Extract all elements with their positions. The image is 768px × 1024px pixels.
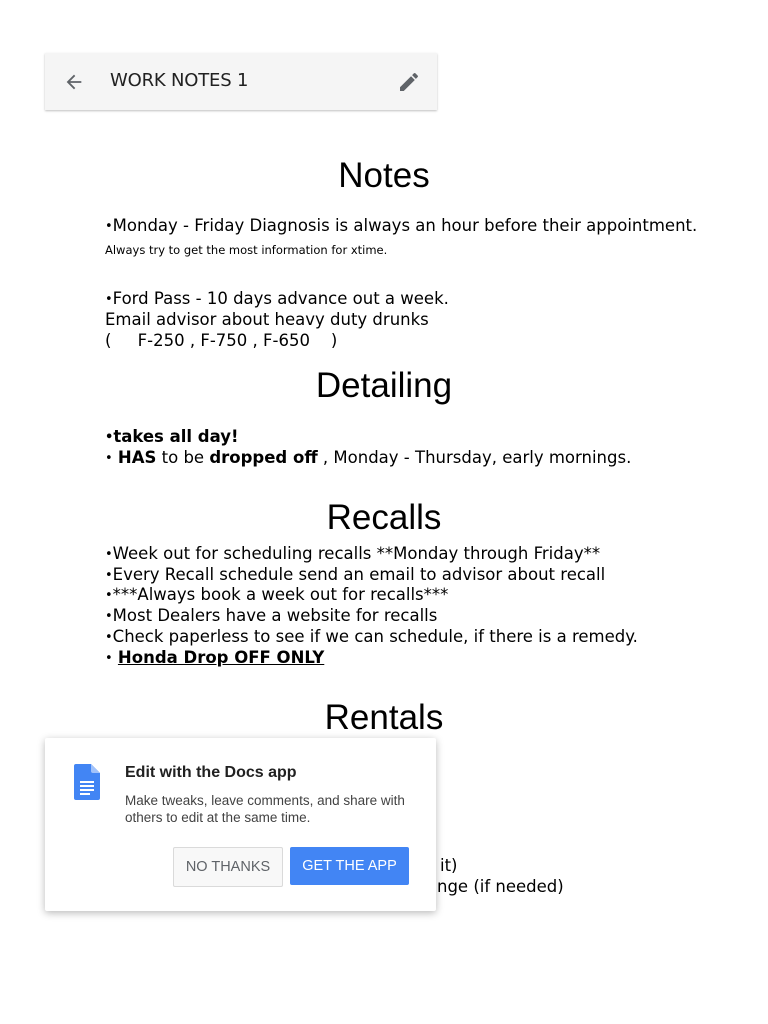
list-item: • Check paperless to see if we can schedule, if there is a remedy. — [105, 627, 638, 649]
list-item: • Every Recall schedule send an email to advisor about recall — [105, 565, 605, 587]
arrow-back-icon[interactable] — [63, 71, 85, 93]
heading-notes: Notes — [338, 156, 430, 195]
notes-line-xtime: Always try to get the most information for xtime. — [105, 243, 388, 257]
notes-line-diagnosis: • Monday - Friday Diagnosis is always an hour before their appointment. — [105, 216, 697, 238]
top-app-bar — [45, 53, 437, 110]
detailing-schedule: , Monday - Thursday, early mornings. — [317, 448, 632, 467]
detailing-to-be: to be — [156, 448, 210, 467]
rentals-partial-line-2: nge (if needed) — [437, 877, 564, 896]
notes-line-email: Email advisor about heavy duty drunks — [105, 310, 429, 329]
heading-detailing: Detailing — [315, 366, 453, 405]
list-item: • Most Dealers have a website for recalls — [105, 606, 437, 628]
notes-line-fordpass: • Ford Pass - 10 days advance out a week. — [105, 289, 449, 311]
list-item: • Week out for scheduling recalls **Monday through Friday** — [105, 544, 600, 566]
list-item: • ***Always book a week out for recalls*** — [105, 585, 448, 607]
heading-rentals: Rentals — [324, 698, 444, 737]
rentals-partial-line-1: it) — [440, 856, 458, 875]
promo-title: Edit with the Docs app — [125, 764, 297, 781]
detailing-has: HAS — [117, 448, 157, 467]
get-the-app-button[interactable]: GET THE APP — [290, 847, 409, 885]
docs-app-promo-dialog — [45, 738, 436, 911]
detailing-item-all-day: • takes all day! — [105, 427, 239, 449]
pencil-icon[interactable] — [397, 70, 421, 94]
recalls-honda-item — [105, 648, 324, 670]
heading-recalls: Recalls — [326, 498, 442, 537]
detailing-item-dropoff — [105, 448, 631, 470]
google-docs-icon — [74, 764, 100, 800]
promo-body: Make tweaks, leave comments, and share with others to edit at the same time. — [125, 793, 405, 825]
document-title: WORK NOTES 1 — [110, 70, 249, 91]
recalls-honda-text: Honda Drop OFF ONLY — [117, 648, 325, 667]
no-thanks-button[interactable]: NO THANKS — [173, 847, 283, 887]
notes-line-models: ( F-250 , F-750 , F-650 ) — [105, 331, 338, 350]
detailing-dropped-off: dropped off — [209, 448, 318, 467]
